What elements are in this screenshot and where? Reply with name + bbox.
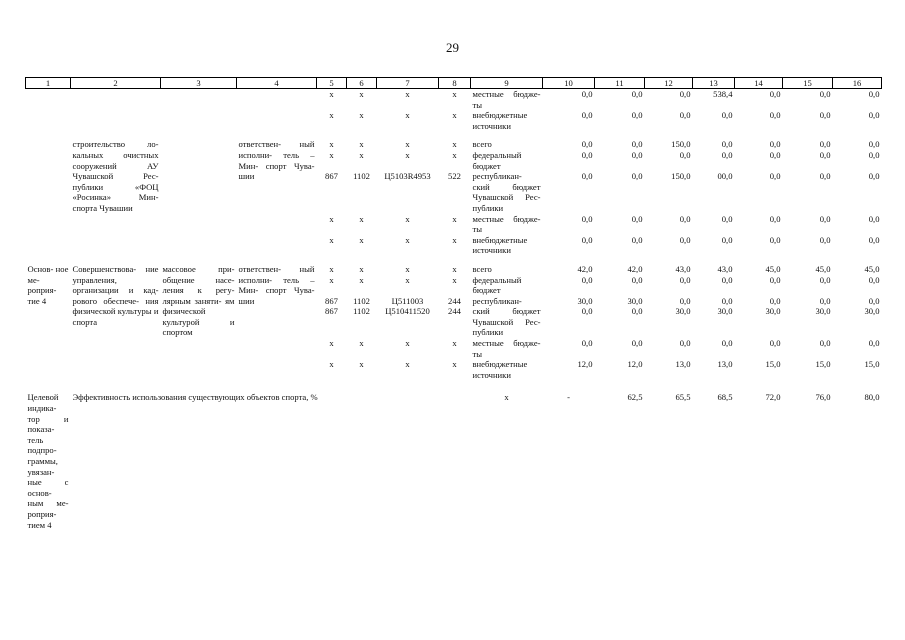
value-cell: 0,0: [679, 110, 691, 121]
value-cell: 0,0: [819, 338, 831, 349]
funding-source: местные бюдже- ты: [472, 89, 541, 110]
kbk-cell: x: [405, 274, 410, 285]
spacer-row: [26, 131, 882, 139]
funding-source: внебюджетные источники: [472, 234, 528, 256]
column-header: 10: [543, 78, 595, 89]
kbk-cell: x: [359, 213, 364, 224]
empty-cell: [161, 139, 237, 256]
value-cell: 150,0: [671, 139, 691, 150]
value-cell: 0,0: [721, 149, 733, 160]
value-cell: 0,0: [868, 234, 880, 245]
kbk-cell: x: [359, 139, 364, 150]
table-row: [26, 89, 882, 111]
kbk-cell: x: [359, 149, 364, 160]
value-cell: 62,5: [627, 392, 643, 403]
value-cell: 0,0: [868, 274, 880, 285]
main-measure-label: Основ- ное ме- роприя- тие 4: [27, 263, 69, 306]
kbk-cell: 867 867: [325, 295, 338, 317]
funding-source: местные бюдже- ты: [472, 338, 541, 359]
value-cell: 0,0: [631, 234, 643, 245]
value-cell: 0,0: [679, 149, 691, 160]
responsible-executor: ответствен- ный исполни- тель – Мин- спорт Чува- шии: [238, 263, 315, 306]
kbk-cell: x: [329, 149, 334, 160]
value-cell: 0,0: [581, 110, 593, 121]
funding-source: республикан- ский бюджет Чувашской Рес- публики: [472, 171, 541, 213]
value-cell: 43,0: [675, 263, 691, 274]
value-cell: 30,0 0,0: [627, 295, 643, 317]
column-header: 7: [377, 78, 439, 89]
value-cell: 43,0: [717, 263, 733, 274]
kbk-cell: x: [405, 139, 410, 150]
kbk-cell: x: [405, 89, 410, 99]
value-cell: 13,0: [717, 359, 733, 370]
value-cell: 12,0: [627, 359, 643, 370]
value-cell: 0,0: [679, 338, 691, 349]
value-cell: 0,0: [819, 274, 831, 285]
kbk-cell: Ц5103R4953: [384, 171, 431, 182]
value-cell: 42,0: [577, 263, 593, 274]
kbk-cell: 1102: [353, 171, 370, 182]
kbk-cell: x: [405, 338, 410, 349]
kbk-cell: x: [405, 110, 410, 121]
value-cell: 150,0: [671, 171, 691, 182]
kbk-cell: x: [329, 213, 334, 224]
table-row: [26, 139, 882, 150]
value-cell: 0,0: [769, 149, 781, 160]
kbk-cell: x: [452, 263, 457, 274]
target-indicator-label: Целевой индика- тор и показа- тель подпро- граммы, увязан- ные с основ- ным ме- роприя- тием 4: [27, 392, 69, 530]
value-cell: 72,0: [765, 392, 781, 403]
value-cell: 0,0: [868, 89, 880, 99]
kbk-cell: x: [452, 234, 457, 245]
kbk-cell: x: [452, 139, 457, 150]
kbk-cell: x: [452, 213, 457, 224]
value-cell: 0,0: [769, 274, 781, 285]
empty-cell: [26, 139, 71, 256]
value-cell: 0,0: [721, 234, 733, 245]
kbk-cell: 1102 1102: [353, 295, 370, 317]
table-row: [26, 264, 882, 275]
kbk-cell: x: [329, 359, 334, 370]
value-cell: 65,5: [675, 392, 691, 403]
column-header: 14: [735, 78, 783, 89]
value-cell: 0,0: [868, 139, 880, 150]
value-cell: 0,0: [581, 89, 593, 99]
value-cell: 0,0 30,0: [815, 295, 831, 317]
kbk-cell: 522: [448, 171, 461, 182]
value-cell: 0,0: [819, 213, 831, 224]
kbk-cell: x: [504, 392, 509, 403]
kbk-cell: x: [359, 263, 364, 274]
value-cell: -: [567, 392, 570, 403]
funding-source: республикан- ский бюджет Чувашской Рес- публики: [472, 295, 541, 338]
empty-cell: [161, 89, 237, 132]
value-cell: 0,0: [631, 149, 643, 160]
value-cell: 15,0: [765, 359, 781, 370]
funding-source: федеральный бюджет: [472, 274, 522, 296]
spacer-cell: [26, 380, 882, 392]
value-cell: 45,0: [815, 263, 831, 274]
kbk-cell: x: [359, 89, 364, 99]
kbk-cell: x: [359, 274, 364, 285]
value-cell: 0,0: [769, 110, 781, 121]
value-cell: 15,0: [815, 359, 831, 370]
kbk-cell: 244 244: [448, 295, 461, 317]
value-cell: 80,0: [864, 392, 880, 403]
value-cell: 15,0: [864, 359, 880, 370]
value-cell: 0,0: [581, 149, 593, 160]
indicator-name: Эффективность использования существующих объектов спорта, %: [72, 392, 318, 403]
value-cell: 0,0: [868, 110, 880, 121]
value-cell: 0,0: [769, 234, 781, 245]
spacer-cell: [26, 131, 882, 139]
value-cell: 0,0: [721, 274, 733, 285]
kbk-cell: x: [405, 263, 410, 274]
kbk-cell: x: [329, 89, 334, 99]
value-cell: 0,0 30,0: [717, 295, 733, 317]
table-row: [26, 392, 882, 530]
value-cell: 0,0: [631, 110, 643, 121]
measure-name: строительство ло- кальных очистных сооружений АУ Чувашской Рес- публики «ФОЦ «Росинка» Мин- спорта Чувашии: [72, 139, 159, 213]
value-cell: 42,0: [627, 263, 643, 274]
kbk-cell: x: [452, 110, 457, 121]
column-header: 3: [161, 78, 237, 89]
value-cell: 0,0: [631, 89, 643, 99]
value-cell: 0,0: [769, 89, 781, 99]
value-cell: 0,0: [819, 89, 831, 99]
measure-name: Совершенствова- ние управления, организации и кад- рового обеспече- ния физической культуры и спорта: [72, 263, 159, 327]
value-cell: 0,0: [679, 274, 691, 285]
value-cell: 0,0: [679, 234, 691, 245]
value-cell: 0,0: [631, 213, 643, 224]
kbk-cell: x: [405, 234, 410, 245]
kbk-cell: x: [405, 213, 410, 224]
kbk-cell: x: [452, 359, 457, 370]
kbk-cell: x: [329, 274, 334, 285]
kbk-cell: x: [359, 338, 364, 349]
value-cell: 0,0 30,0: [675, 295, 691, 317]
value-cell: 0,0: [679, 89, 691, 99]
value-cell: 0,0: [819, 149, 831, 160]
value-cell: 0,0: [631, 338, 643, 349]
column-header: 8: [439, 78, 471, 89]
value-cell: 0,0: [819, 171, 831, 182]
funding-source: всего: [472, 263, 492, 274]
column-header: 13: [693, 78, 735, 89]
value-cell: 0,0: [868, 338, 880, 349]
budget-table: [25, 77, 882, 530]
value-cell: 0,0 30,0: [765, 295, 781, 317]
kbk-cell: x: [329, 234, 334, 245]
value-cell: 0,0: [721, 139, 733, 150]
funding-source: местные бюдже- ты: [472, 213, 541, 235]
measure-result: массовое при- общение насе- ления к регу- лярным заняти- ям физической культурой и спортом: [162, 263, 235, 338]
value-cell: 12,0: [577, 359, 593, 370]
spacer-row: [26, 380, 882, 392]
empty-cell: [237, 89, 317, 132]
value-cell: 0,0: [631, 274, 643, 285]
spacer-row: [26, 256, 882, 264]
value-cell: 13,0: [675, 359, 691, 370]
empty-cell: [71, 89, 161, 132]
kbk-cell: x: [405, 149, 410, 160]
kbk-cell: x: [329, 338, 334, 349]
kbk-cell: x: [329, 139, 334, 150]
kbk-cell: x: [452, 274, 457, 285]
column-header: 15: [783, 78, 833, 89]
value-cell: 45,0: [864, 263, 880, 274]
value-cell: 0,0: [581, 274, 593, 285]
value-cell: 0,0: [769, 139, 781, 150]
value-cell: 45,0: [765, 263, 781, 274]
kbk-cell: 867: [325, 171, 338, 182]
value-cell: 0,0: [679, 213, 691, 224]
column-header: 2: [71, 78, 161, 89]
kbk-cell: x: [452, 89, 457, 99]
value-cell: 0,0: [581, 171, 593, 182]
kbk-cell: x: [329, 110, 334, 121]
value-cell: 68,5: [717, 392, 733, 403]
value-cell: 0,0: [581, 213, 593, 224]
column-header: 11: [595, 78, 645, 89]
value-cell: 0,0: [721, 338, 733, 349]
kbk-cell: Ц511003 Ц510411520: [385, 295, 430, 317]
value-cell: 0,0: [868, 171, 880, 182]
page-number: 29: [446, 40, 459, 55]
column-header: 12: [645, 78, 693, 89]
value-cell: 00,0: [717, 171, 733, 182]
value-cell: 0,0: [721, 110, 733, 121]
value-cell: 0,0: [819, 234, 831, 245]
kbk-cell: x: [452, 149, 457, 160]
funding-source: внебюджетные источники: [472, 110, 528, 131]
column-header: 4: [237, 78, 317, 89]
value-cell: 0,0 30,0: [864, 295, 880, 317]
value-cell: 0,0: [631, 171, 643, 182]
value-cell: 30,0 0,0: [577, 295, 593, 317]
value-cell: 538,4: [713, 89, 733, 99]
funding-source: внебюджетные источники: [472, 359, 528, 380]
value-cell: 0,0: [721, 213, 733, 224]
value-cell: 0,0: [581, 139, 593, 150]
column-header: 16: [833, 78, 882, 89]
spacer-cell: [26, 256, 882, 264]
value-cell: 0,0: [819, 110, 831, 121]
funding-source: федеральный бюджет: [472, 149, 522, 171]
column-header: 9: [471, 78, 543, 89]
value-cell: 0,0: [769, 213, 781, 224]
kbk-cell: x: [452, 338, 457, 349]
empty-cell: [26, 89, 71, 132]
column-header: 5: [317, 78, 347, 89]
table-header: [26, 78, 882, 89]
value-cell: 0,0: [769, 171, 781, 182]
value-cell: 0,0: [819, 139, 831, 150]
value-cell: 76,0: [815, 392, 831, 403]
value-cell: 0,0: [868, 149, 880, 160]
value-cell: 0,0: [631, 139, 643, 150]
column-header: 6: [347, 78, 377, 89]
kbk-cell: x: [359, 359, 364, 370]
value-cell: 0,0: [868, 213, 880, 224]
responsible-executor: ответствен- ный исполни- тель – Мин- спорт Чува- шии: [238, 139, 315, 182]
kbk-cell: x: [329, 263, 334, 274]
column-header: 1: [26, 78, 71, 89]
kbk-cell: x: [359, 234, 364, 245]
value-cell: 0,0: [769, 338, 781, 349]
value-cell: 0,0: [581, 234, 593, 245]
value-cell: 0,0: [581, 338, 593, 349]
funding-source: всего: [472, 139, 492, 150]
kbk-cell: x: [359, 110, 364, 121]
kbk-cell: x: [405, 359, 410, 370]
